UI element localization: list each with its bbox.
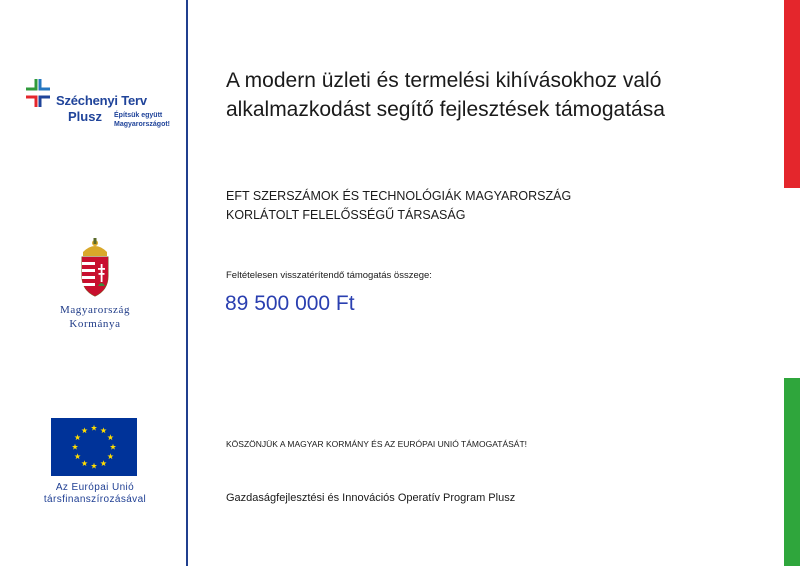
szechenyi-plusz: Plusz	[68, 109, 102, 124]
eu-text-line2: társfinanszírozásával	[43, 494, 147, 505]
company-line2: KORLÁTOLT FELELŐSSÉGŰ TÁRSASÁG	[226, 208, 466, 222]
vertical-divider	[186, 0, 188, 566]
government-name	[30, 303, 160, 331]
coat-of-arms-icon	[78, 238, 112, 298]
flag-stripe-red	[784, 0, 800, 188]
eu-text-line1: Az Európai Unió	[55, 482, 135, 493]
szechenyi-terv-logo	[20, 75, 180, 135]
support-amount: 89 500 000 Ft	[225, 292, 355, 315]
eu-cofinancing-text	[20, 482, 170, 506]
szechenyi-slogan	[114, 111, 170, 129]
government-name-line1: Magyarország	[59, 304, 131, 316]
eu-flag-icon	[51, 418, 137, 476]
government-name-line2: Kormánya	[69, 318, 121, 330]
company-line1: EFT SZERSZÁMOK ÉS TECHNOLÓGIÁK MAGYARORSZÁG	[226, 189, 572, 203]
szechenyi-slogan-line1: Építsük együtt	[114, 112, 163, 119]
szechenyi-title: Széchenyi Terv	[56, 93, 147, 108]
program-name: Gazdaságfejlesztési és Innovációs Operatív Program Plusz	[226, 492, 516, 504]
support-amount-label: Feltételesen visszatérítendő támogatás összege:	[226, 270, 432, 281]
beneficiary-company	[226, 187, 746, 225]
szechenyi-slogan-line2: Magyarországot!	[114, 121, 171, 128]
project-title: A modern üzleti és termelési kihívásokhoz való alkalmazkodást segítő fejlesztések támogatása	[226, 69, 665, 121]
thanks-text: KÖSZÖNJÜK A MAGYAR KORMÁNY ÉS AZ EURÓPAI UNIÓ TÁMOGATÁSÁT!	[226, 439, 528, 449]
flag-stripe-green	[784, 378, 800, 566]
